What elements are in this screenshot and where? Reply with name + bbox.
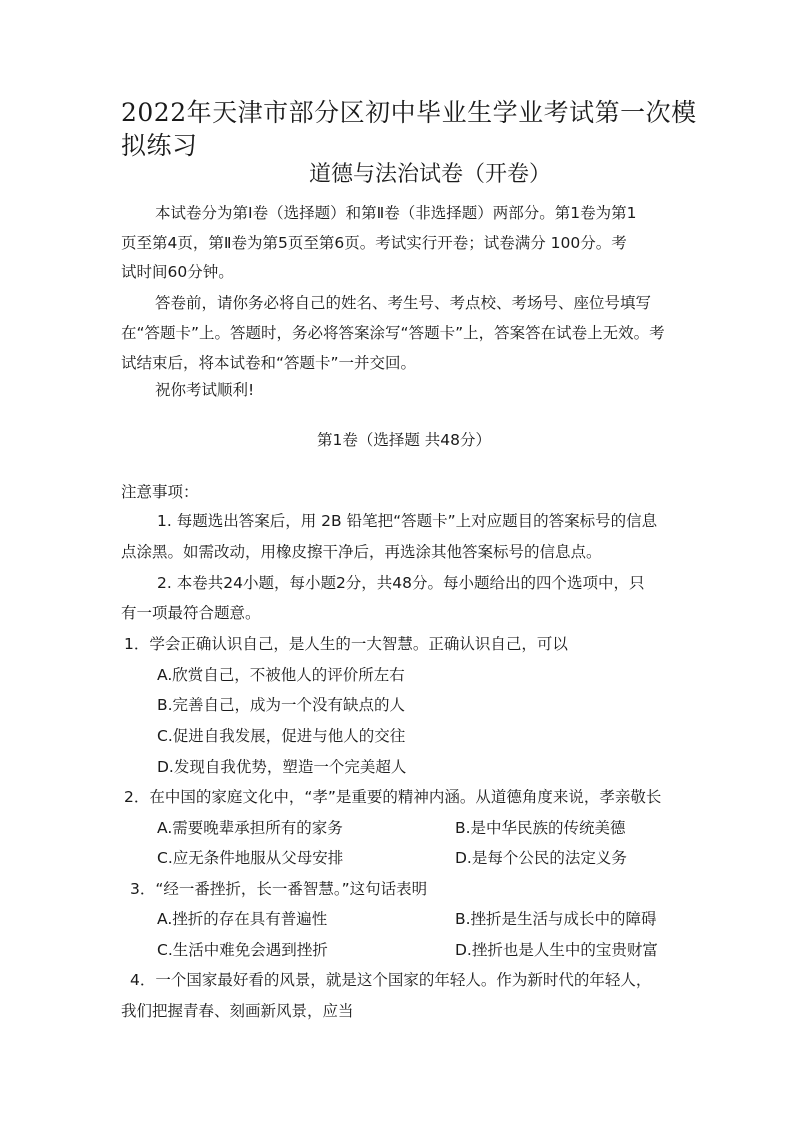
exam-title-line2: 拟练习 <box>121 131 198 160</box>
intro-paragraph1-line1: 本试卷分为第Ⅰ卷（选择题）和第Ⅱ卷（非选择题）两部分。第1卷为第1 <box>155 204 637 222</box>
question3-stem: 3．“经一番挫折，长一番智慧。”这句话表明 <box>130 880 428 898</box>
note2-line2: 有一项最符合题意。 <box>121 604 261 622</box>
note2-line1: 2. 本卷共24小题，每小题2分，共48分。每小题给出的四个选项中，只 <box>157 574 645 592</box>
exam-subtitle: 道德与法治试卷（开卷） <box>309 162 552 187</box>
exam-title-line1: 2022年天津市部分区初中毕业生学业考试第一次模 <box>121 98 697 127</box>
question4-stem-line2: 我们把握青春、刻画新风景，应当 <box>121 1002 354 1020</box>
question3-option-b: B.挫折是生活与成长中的障碍 <box>455 910 657 928</box>
question1-option-d: D.发现自我优势，塑造一个完美超人 <box>157 758 407 776</box>
question1-option-c: C.促进自我发展，促进与他人的交往 <box>157 727 406 745</box>
intro-good-luck: 祝你考试顺利! <box>155 381 255 399</box>
intro-paragraph1-line3: 试时间60分钟。 <box>121 263 234 281</box>
intro-paragraph1-line2: 页至第4页，第Ⅱ卷为第5页至第6页。考试实行开卷；试卷满分 100分。考 <box>121 234 627 252</box>
intro-paragraph2-line1: 答卷前，请你务必将自己的姓名、考生号、考点校、考场号、座位号填写 <box>155 294 652 312</box>
question4-stem-line1: 4．一个国家最好看的风景，就是这个国家的年轻人。作为新时代的年轻人， <box>130 971 652 989</box>
question2-option-a: A.需要晚辈承担所有的家务 <box>157 819 343 837</box>
question3-option-a: A.挫折的存在具有普遍性 <box>157 910 328 928</box>
question2-stem: 2．在中国的家庭文化中，“孝”是重要的精神内涵。从道德角度来说，孝亲敬长 <box>124 788 662 806</box>
intro-paragraph2-line3: 试结束后，将本试卷和“答题卡”一并交回。 <box>121 354 417 372</box>
note1-line2: 点涂黑。如需改动，用橡皮擦干净后，再选涂其他答案标号的信息点。 <box>121 543 602 561</box>
notes-label: 注意事项： <box>121 483 199 501</box>
question1-option-a: A.欣赏自己，不被他人的评价所左右 <box>157 666 405 684</box>
question3-option-c: C.生活中难免会遇到挫折 <box>157 941 328 959</box>
note1-line1: 1. 每题选出答案后，用 2B 铅笔把“答题卡”上对应题目的答案标号的信息 <box>157 512 658 530</box>
question2-option-c: C.应无条件地服从父母安排 <box>157 849 344 867</box>
question2-option-d: D.是每个公民的法定义务 <box>455 849 627 867</box>
question3-option-d: D.挫折也是人生中的宝贵财富 <box>455 941 658 959</box>
question1-option-b: B.完善自己，成为一个没有缺点的人 <box>157 696 406 714</box>
question1-stem: 1．学会正确认识自己，是人生的一大智慧。正确认识自己，可以 <box>124 635 568 653</box>
section-heading: 第1卷（选择题 共48分） <box>317 431 492 449</box>
intro-paragraph2-line2: 在“答题卡”上。答题时，务必将答案涂写“答题卡”上，答案答在试卷上无效。考 <box>121 324 665 342</box>
question2-option-b: B.是中华民族的传统美德 <box>455 819 626 837</box>
